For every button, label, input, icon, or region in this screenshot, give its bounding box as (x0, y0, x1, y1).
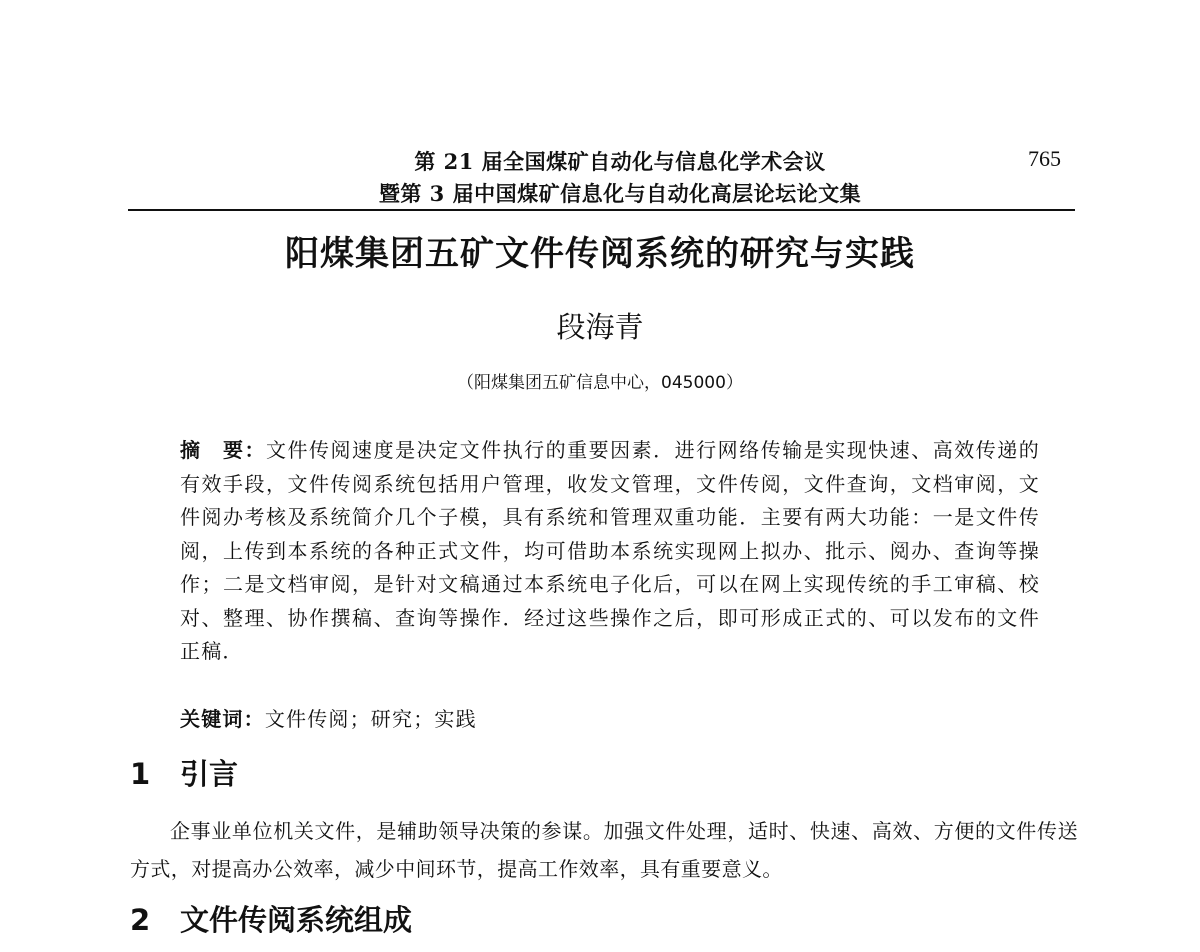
author-name: 段海青 (556, 310, 644, 344)
abstract-text: 文件传阅速度是决定文件执行的重要因素．进行网络传输是实现快速、高效传递的有效手段，文件传阅系统包括用户管理，收发文管理，文件传阅，文件查询，文档审阅，文件阅办考核及系统简介几个子模，具有系统和管理双重功能．主要有两大功能：一是文件传阅，上传到本系统的各种正式文件，均可借助本系统实现网上拟办、批示、阅办、查询等操作；二是文档审阅，是针对文稿通过本系统电子化后，可以在网上实现传统的手工审稿、校对、整理、协作撰稿、查询等操作．经过这些操作之后，即可形成正式的、可以发布的文件正稿． (180, 438, 1040, 663)
paper-title: 阳煤集团五矿文件传阅系统的研究与实践 (285, 234, 915, 274)
section-title: 文件传阅系统组成 (180, 903, 413, 937)
section-heading-system-composition (130, 898, 412, 939)
section-title: 引言 (180, 757, 239, 791)
proceedings-header-line1: 第 21 届全国煤矿自动化与信息化学术会议 (414, 149, 826, 174)
keywords (180, 703, 1040, 732)
page-number: 765 (1028, 146, 1061, 171)
abstract-label: 摘 要： (180, 438, 267, 462)
abstract (180, 434, 1040, 669)
author-affiliation: （阳煤集团五矿信息中心，045000） (457, 373, 743, 393)
keywords-label: 关键词： (180, 707, 265, 731)
section-number: 1 (130, 757, 151, 791)
section-number: 2 (130, 903, 151, 937)
section-heading-introduction (130, 752, 238, 793)
introduction-paragraph: 企事业单位机关文件，是辅助领导决策的参谋。加强文件处理，适时、快速、高效、方便的文件传送方式，对提高办公效率，减少中间环节，提高工作效率，具有重要意义。 (130, 819, 1078, 881)
proceedings-header-line2: 暨第 3 届中国煤矿信息化与自动化高层论坛论文集 (378, 181, 862, 206)
header-rule (128, 209, 1075, 211)
keywords-text: 文件传阅；研究；实践 (264, 707, 477, 731)
